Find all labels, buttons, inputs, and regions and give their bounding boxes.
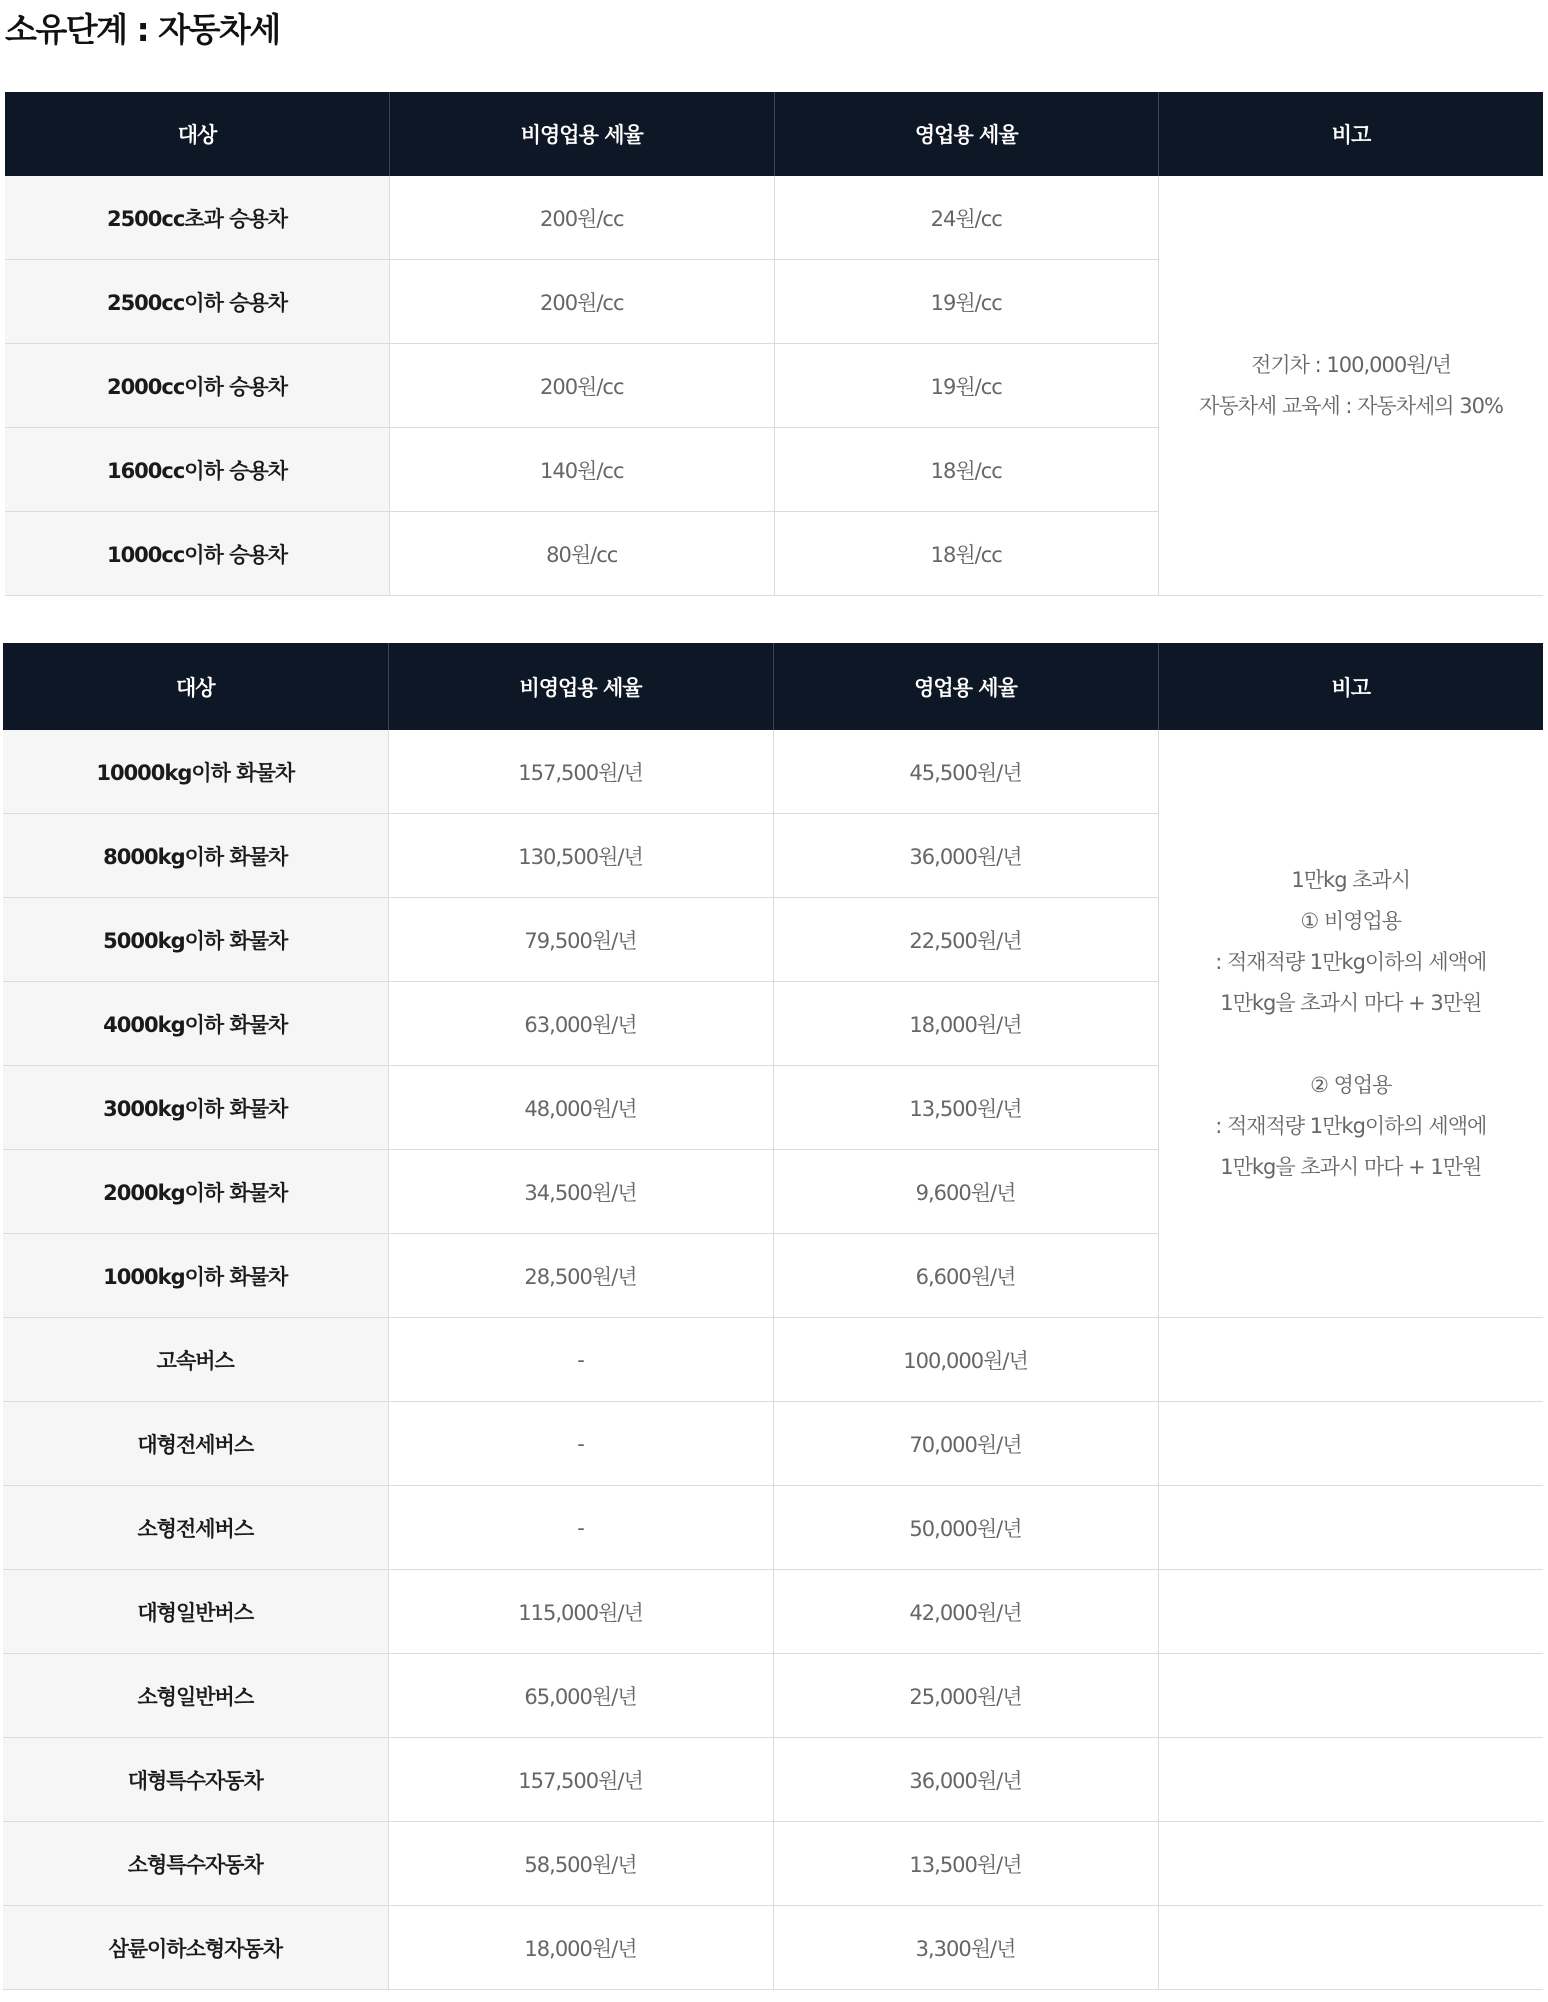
non-business-rate-cell: 18,000원/년 <box>388 1906 773 1990</box>
business-rate-cell: 50,000원/년 <box>773 1486 1158 1570</box>
target-cell: 고속버스 <box>3 1318 388 1402</box>
target-cell: 4000kg이하 화물차 <box>3 982 388 1066</box>
non-business-rate-cell: 140원/cc <box>390 428 775 512</box>
business-rate-cell: 9,600원/년 <box>773 1150 1158 1234</box>
note-line: : 적재적량 1만kg이하의 세액에 <box>1215 949 1487 974</box>
non-business-rate-cell: 200원/cc <box>390 260 775 344</box>
table-row <box>3 1402 1543 1486</box>
target-cell: 대형전세버스 <box>3 1402 388 1486</box>
note-cell <box>1158 1402 1543 1486</box>
target-cell: 1000kg이하 화물차 <box>3 1234 388 1318</box>
business-rate-cell: 36,000원/년 <box>773 1738 1158 1822</box>
business-rate-cell: 100,000원/년 <box>773 1318 1158 1402</box>
non-business-rate-cell: 58,500원/년 <box>388 1822 773 1906</box>
business-rate-cell: 22,500원/년 <box>773 898 1158 982</box>
non-business-rate-cell: 200원/cc <box>390 176 775 260</box>
target-cell: 5000kg이하 화물차 <box>3 898 388 982</box>
target-cell: 1000cc이하 승용차 <box>5 512 390 596</box>
note-line: 1만kg 초과시 <box>1291 867 1411 892</box>
target-cell: 10000kg이하 화물차 <box>3 730 388 814</box>
table-row <box>3 730 1543 814</box>
target-cell: 소형일반버스 <box>3 1654 388 1738</box>
non-business-rate-cell: 200원/cc <box>390 344 775 428</box>
non-business-rate-cell: 63,000원/년 <box>388 982 773 1066</box>
business-rate-cell: 19원/cc <box>774 344 1159 428</box>
table-row <box>5 176 1543 260</box>
table-row <box>3 1738 1543 1822</box>
header-target: 대상 <box>3 643 388 730</box>
passenger-car-tax-table <box>5 92 1543 596</box>
non-business-rate-cell: - <box>388 1402 773 1486</box>
truck-bus-tax-table <box>3 643 1543 1990</box>
note-cell <box>1158 1570 1543 1654</box>
note-cell <box>1158 1318 1543 1402</box>
note-cell <box>1158 1822 1543 1906</box>
business-rate-cell: 18원/cc <box>774 512 1159 596</box>
target-cell: 삼륜이하소형자동차 <box>3 1906 388 1990</box>
non-business-rate-cell: 65,000원/년 <box>388 1654 773 1738</box>
table-header-row <box>5 92 1543 176</box>
note-cell <box>1158 1486 1543 1570</box>
non-business-rate-cell: 157,500원/년 <box>388 730 773 814</box>
business-rate-cell: 70,000원/년 <box>773 1402 1158 1486</box>
note-cell <box>1158 1906 1543 1990</box>
business-rate-cell: 13,500원/년 <box>773 1066 1158 1150</box>
target-cell: 2000kg이하 화물차 <box>3 1150 388 1234</box>
note-line: ① 비영업용 <box>1300 908 1402 933</box>
note-cell <box>1159 176 1544 596</box>
business-rate-cell: 19원/cc <box>774 260 1159 344</box>
target-cell: 대형일반버스 <box>3 1570 388 1654</box>
target-cell: 1600cc이하 승용차 <box>5 428 390 512</box>
business-rate-cell: 3,300원/년 <box>773 1906 1158 1990</box>
target-cell: 2500cc이하 승용차 <box>5 260 390 344</box>
note-cell <box>1158 730 1543 1318</box>
header-non-business-rate: 비영업용 세율 <box>390 92 775 176</box>
target-cell: 8000kg이하 화물차 <box>3 814 388 898</box>
target-cell: 소형특수자동차 <box>3 1822 388 1906</box>
business-rate-cell: 42,000원/년 <box>773 1570 1158 1654</box>
business-rate-cell: 45,500원/년 <box>773 730 1158 814</box>
header-business-rate: 영업용 세율 <box>774 92 1159 176</box>
table-row <box>3 1906 1543 1990</box>
non-business-rate-cell: 28,500원/년 <box>388 1234 773 1318</box>
target-cell: 2000cc이하 승용차 <box>5 344 390 428</box>
target-cell: 3000kg이하 화물차 <box>3 1066 388 1150</box>
table-row <box>3 1654 1543 1738</box>
business-rate-cell: 18원/cc <box>774 428 1159 512</box>
non-business-rate-cell: - <box>388 1318 773 1402</box>
table-row <box>3 1570 1543 1654</box>
non-business-rate-cell: 130,500원/년 <box>388 814 773 898</box>
target-cell: 2500cc초과 승용차 <box>5 176 390 260</box>
table-row <box>3 1486 1543 1570</box>
note-line: 자동차세 교육세 : 자동차세의 30% <box>1199 393 1503 418</box>
non-business-rate-cell: 157,500원/년 <box>388 1738 773 1822</box>
non-business-rate-cell: 115,000원/년 <box>388 1570 773 1654</box>
target-cell: 소형전세버스 <box>3 1486 388 1570</box>
business-rate-cell: 6,600원/년 <box>773 1234 1158 1318</box>
table-row <box>3 1822 1543 1906</box>
table-header-row <box>3 643 1543 730</box>
note-line: : 적재적량 1만kg이하의 세액에 <box>1215 1113 1487 1138</box>
non-business-rate-cell: 80원/cc <box>390 512 775 596</box>
note-cell <box>1158 1738 1543 1822</box>
note-line: 1만kg을 초과시 마다 + 1만원 <box>1220 1154 1482 1179</box>
business-rate-cell: 36,000원/년 <box>773 814 1158 898</box>
target-cell: 대형특수자동차 <box>3 1738 388 1822</box>
non-business-rate-cell: 79,500원/년 <box>388 898 773 982</box>
non-business-rate-cell: 48,000원/년 <box>388 1066 773 1150</box>
note-cell <box>1158 1654 1543 1738</box>
non-business-rate-cell: - <box>388 1486 773 1570</box>
header-note: 비고 <box>1158 643 1543 730</box>
non-business-rate-cell: 34,500원/년 <box>388 1150 773 1234</box>
page-title: 소유단계 : 자동차세 <box>5 10 280 49</box>
note-spacer <box>1159 1024 1544 1065</box>
note-line: 전기차 : 100,000원/년 <box>1251 352 1451 377</box>
header-target: 대상 <box>5 92 390 176</box>
table-row <box>3 1318 1543 1402</box>
business-rate-cell: 18,000원/년 <box>773 982 1158 1066</box>
header-business-rate: 영업용 세율 <box>773 643 1158 730</box>
note-line: ② 영업용 <box>1310 1072 1392 1097</box>
business-rate-cell: 13,500원/년 <box>773 1822 1158 1906</box>
header-non-business-rate: 비영업용 세율 <box>388 643 773 730</box>
note-line: 1만kg을 초과시 마다 + 3만원 <box>1220 990 1482 1015</box>
business-rate-cell: 25,000원/년 <box>773 1654 1158 1738</box>
header-note: 비고 <box>1159 92 1544 176</box>
business-rate-cell: 24원/cc <box>774 176 1159 260</box>
